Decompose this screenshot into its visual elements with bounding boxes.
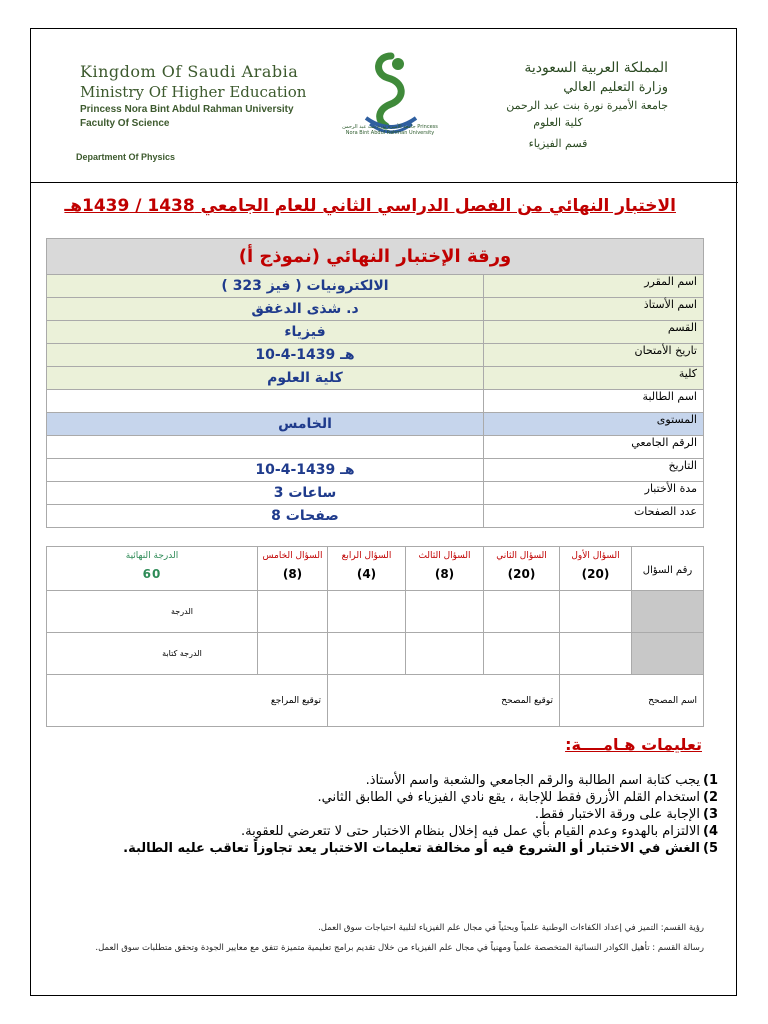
instruction-number: 1)	[703, 773, 718, 788]
instruction-text: الغش في الاختبار أو الشروع فيه أو مخالفة تعليمات الاختبار يعد تجاوزاً تعاقب عليه الطالبة.	[123, 841, 700, 856]
exam-date-value: هـ 1439-4-10	[47, 344, 484, 367]
department-mission: رسالة القسم : تأهيل الكوادر النسائية المتخصصة علمياً ومهنياً في مجال علم الفيزياء من خلال تقديم برامج تعليمية متميزة تتفق مع معايير الجودة وتحقق متطلبات سوق العمل.	[95, 943, 704, 953]
grade-cell-q5[interactable]	[258, 591, 328, 633]
student-id-field[interactable]	[47, 436, 484, 459]
instruction-text: الالتزام بالهدوء وعدم القيام بأي عمل فيه إخلال بنظام الاختبار حتى لا تتعرضي للعقوبة.	[240, 824, 700, 839]
duration-label: مدة الأختبار	[484, 482, 704, 505]
grade-cell-q2[interactable]	[484, 591, 560, 633]
corrector-signature-label: توقيع المصحح	[328, 675, 560, 727]
question-1-name: السؤال الأول	[571, 551, 620, 561]
department-name-ar: قسم الفيزياء	[528, 137, 588, 150]
instructions-title: تعليمات هـامــــة:	[565, 735, 702, 754]
final-grade-label: الدرجة النهائية	[125, 551, 179, 561]
grade-label: الدرجة	[47, 591, 258, 633]
logo-caption: جامعة الأميرة نورة بنت عبد الرحمن Princess Nora Bint Abdul Rahman University	[342, 124, 438, 136]
course-name-value: الالكترونيات ( فيز 323 )	[47, 275, 484, 298]
kingdom-name-en: Kingdom Of Saudi Arabia	[80, 62, 299, 81]
question-4-name: السؤال الرابع	[341, 551, 392, 561]
grade-written-label: الدرجة كتابة	[47, 633, 258, 675]
grade-written-cell-q3[interactable]	[406, 633, 484, 675]
sheet-title: ورقة الإختبار النهائي (نموذج أ)	[47, 239, 704, 275]
instruction-number: 4)	[703, 824, 718, 839]
student-name-field[interactable]	[47, 390, 484, 413]
question-3-name: السؤال الثالث	[418, 551, 471, 561]
question-5-header	[258, 547, 328, 591]
grade-written-cell-q4[interactable]	[328, 633, 406, 675]
question-5-name: السؤال الخامس	[262, 551, 323, 561]
level-label: المستوى	[484, 413, 704, 436]
grade-cell-q3[interactable]	[406, 591, 484, 633]
instruction-item	[58, 789, 718, 806]
date-label: التاريخ	[484, 459, 704, 482]
teacher-name-value: د. شذى الدغفق	[47, 298, 484, 321]
grade-cell-q1[interactable]	[560, 591, 632, 633]
course-name-label: اسم المقرر	[484, 275, 704, 298]
grade-written-row-empty	[632, 633, 704, 675]
grade-row-empty	[632, 591, 704, 633]
instruction-item	[58, 840, 718, 857]
question-1-header	[560, 547, 632, 591]
university-name-en: Princess Nora Bint Abdul Rahman University	[80, 104, 294, 115]
question-2-header	[484, 547, 560, 591]
instruction-number: 2)	[703, 790, 718, 805]
instructions-list	[58, 772, 718, 857]
question-3-header	[406, 547, 484, 591]
department-vision-mission	[54, 918, 704, 958]
faculty-name-ar: كلية العلوم	[533, 116, 583, 129]
question-5-mark: (8)	[282, 567, 303, 581]
college-value: كلية العلوم	[47, 367, 484, 390]
instruction-text: الإجابة على ورقة الاختبار فقط.	[534, 807, 700, 822]
level-value: الخامس	[47, 413, 484, 436]
ministry-name-en: Ministry Of Higher Education	[80, 83, 307, 101]
question-2-name: السؤال الثاني	[496, 551, 547, 561]
pages-value: صفحات 8	[47, 505, 484, 528]
question-number-label: رقم السؤال	[632, 547, 704, 591]
student-id-label: الرقم الجامعي	[484, 436, 704, 459]
student-name-label: اسم الطالبة	[484, 390, 704, 413]
question-1-mark: (20)	[581, 567, 610, 581]
exam-title: الاختبار النهائي من الفصل الدراسي الثاني للعام الجامعي 1438 / 1439هـ	[64, 196, 676, 216]
header-divider	[30, 182, 738, 183]
corrector-name-label: اسم المصحح	[560, 675, 704, 727]
instruction-text: استخدام القلم الأزرق فقط للإجابة ، يقع نادي الفيزياء في الطابق الثاني.	[317, 790, 700, 805]
grades-table	[46, 546, 704, 727]
instruction-item	[58, 772, 718, 789]
pages-label: عدد الصفحات	[484, 505, 704, 528]
question-2-mark: (20)	[507, 567, 536, 581]
question-4-mark: (4)	[356, 567, 377, 581]
university-name-ar: جامعة الأميرة نورة بنت عبد الرحمن	[506, 99, 668, 112]
grade-written-cell-q2[interactable]	[484, 633, 560, 675]
department-name-en: Department Of Physics	[76, 152, 176, 162]
department-value: فيزياء	[47, 321, 484, 344]
instruction-number: 3)	[703, 807, 718, 822]
question-4-header	[328, 547, 406, 591]
teacher-name-label: اسم الأستاذ	[484, 298, 704, 321]
duration-value: ساعات 3	[47, 482, 484, 505]
instruction-number: 5)	[703, 841, 718, 856]
grade-cell-q4[interactable]	[328, 591, 406, 633]
header-arabic	[468, 60, 668, 150]
date-value: هـ 1439-4-10	[47, 459, 484, 482]
header-english	[80, 62, 320, 129]
instruction-item	[58, 823, 718, 840]
grade-written-cell-q5[interactable]	[258, 633, 328, 675]
department-label: القسم	[484, 321, 704, 344]
instruction-text: يجب كتابة اسم الطالبة والرقم الجامعي والشعبة واسم الأستاذ.	[365, 773, 700, 788]
final-grade-value: 60	[142, 567, 162, 581]
faculty-name-en: Faculty Of Science	[80, 118, 170, 129]
question-3-mark: (8)	[434, 567, 455, 581]
department-vision: رؤية القسم: التميز في إعداد الكفاءات الوطنية علمياً وبحثياً في مجال علم الفيزياء لتلبية احتياجات سوق العمل.	[318, 923, 704, 933]
ministry-name-ar: وزارة التعليم العالي	[563, 80, 668, 95]
exam-info-table	[46, 238, 704, 528]
final-grade-header	[47, 547, 258, 591]
grade-written-cell-q1[interactable]	[560, 633, 632, 675]
college-label: كلية	[484, 367, 704, 390]
instruction-item	[58, 806, 718, 823]
reviewer-signature-label: توقيع المراجع	[47, 675, 328, 727]
exam-date-label: تاريخ الأمتحان	[484, 344, 704, 367]
kingdom-name-ar: المملكة العربية السعودية	[524, 60, 668, 76]
